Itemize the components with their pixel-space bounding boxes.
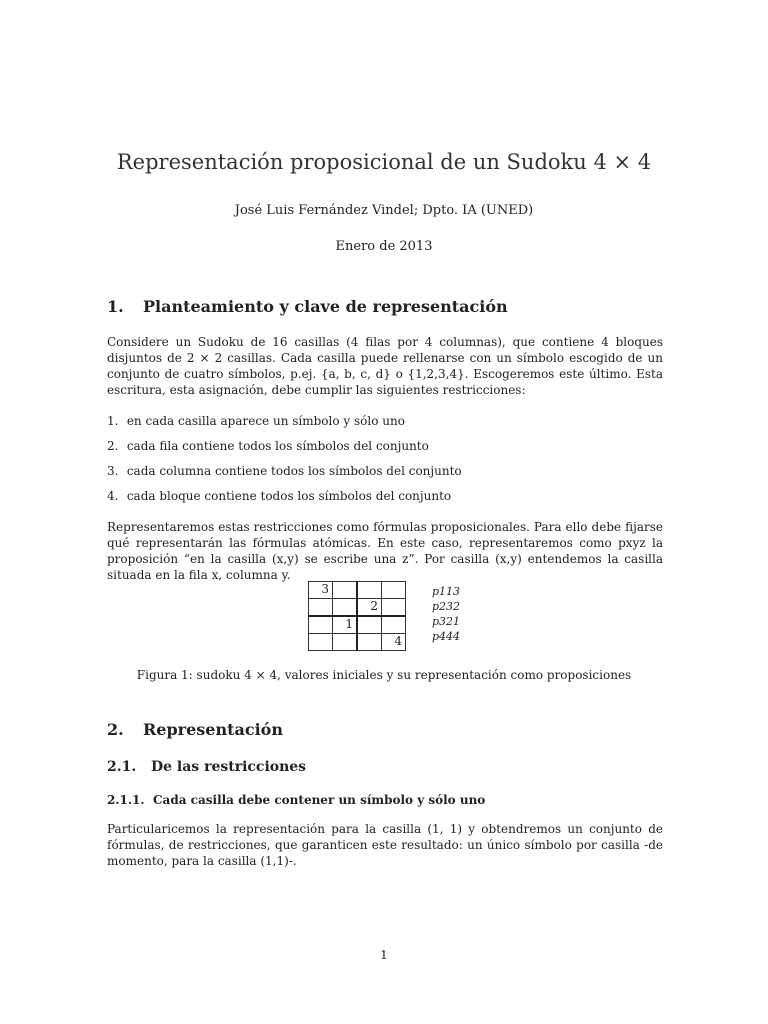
subsubsection-heading [107, 793, 485, 807]
subsubsection-number: 2.1.1. [107, 793, 145, 807]
proposition: p232 [432, 600, 461, 613]
paragraph: Particularicemos la representación para la casilla (1, 1) y obtendremos un conjunto de fórmulas, de restricciones, que garanticen este resultado: un único símbolo por casilla -de momento, para la casilla (1,1)-. [107, 822, 663, 868]
grid-cell [357, 634, 382, 651]
grid-cell [382, 599, 406, 617]
author-line: José Luis Fernández Vindel; Dpto. IA (UNED) [234, 203, 534, 218]
section-number: 1. [107, 297, 124, 316]
subsection-title: De las restricciones [151, 759, 307, 775]
grid-cell [333, 582, 358, 599]
grid-cell [309, 599, 333, 617]
grid-cell: 2 [357, 599, 382, 617]
subsection-number: 2.1. [107, 759, 137, 775]
grid-cell [382, 582, 406, 599]
grid-cell [382, 616, 406, 634]
grid-cell [309, 616, 333, 634]
subsubsection-title: Cada casilla debe contener un símbolo y sólo uno [153, 793, 486, 807]
paragraph: Representaremos estas restricciones como fórmulas proposicionales. Para ello debe fijarse qué representarán las fórmulas atómicas. En este caso, representaremos como pxyz la proposición “en la casilla (x,y) se escribe una z”. Por casilla (x,y) entendemos la casilla situada en la fila x, columna y. [107, 520, 663, 582]
grid-cell [357, 582, 382, 599]
grid-cell: 4 [382, 634, 406, 651]
grid-cell: 1 [333, 616, 358, 634]
page-number: 1 [380, 948, 388, 962]
grid-cell [333, 599, 358, 617]
proposition: p113 [432, 585, 461, 598]
paper-title: Representación proposicional de un Sudoku 4 × 4 [116, 150, 652, 174]
grid-cell: 3 [309, 582, 333, 599]
list-item: 2. cada fila contiene todos los símbolos del conjunto [107, 439, 429, 453]
grid-cell [309, 634, 333, 651]
subsection-heading [107, 759, 306, 775]
section-title: Representación [143, 720, 283, 739]
section-number: 2. [107, 720, 124, 739]
grid-cell [357, 616, 382, 634]
date-line: Enero de 2013 [335, 239, 433, 254]
list-item: 1. en cada casilla aparece un símbolo y sólo uno [107, 414, 405, 428]
paragraph: Considere un Sudoku de 16 casillas (4 filas por 4 columnas), que contiene 4 bloques disjuntos de 2 × 2 casillas. Cada casilla puede rellenarse con un símbolo escogido de un conjunto de cuatro símbolos, p.ej. {a, b, c, d} o {1,2,3,4}. Escogeremos este último. Esta escritura, esta asignación, debe cumplir las siguientes restricciones: [107, 335, 663, 397]
section-1-heading [107, 297, 508, 316]
proposition: p444 [432, 630, 461, 643]
list-item: 3. cada columna contiene todos los símbolos del conjunto [107, 464, 462, 478]
proposition: p321 [432, 615, 461, 628]
section-2-heading [107, 720, 283, 739]
figure-caption: Figura 1: sudoku 4 × 4, valores iniciales y su representación como proposiciones [136, 668, 632, 682]
restrictions-list [107, 413, 462, 513]
proposition-list [432, 584, 460, 644]
sudoku-grid [308, 581, 406, 651]
list-item: 4. cada bloque contiene todos los símbolos del conjunto [107, 489, 452, 503]
grid-cell [333, 634, 358, 651]
section-title: Planteamiento y clave de representación [143, 297, 508, 316]
